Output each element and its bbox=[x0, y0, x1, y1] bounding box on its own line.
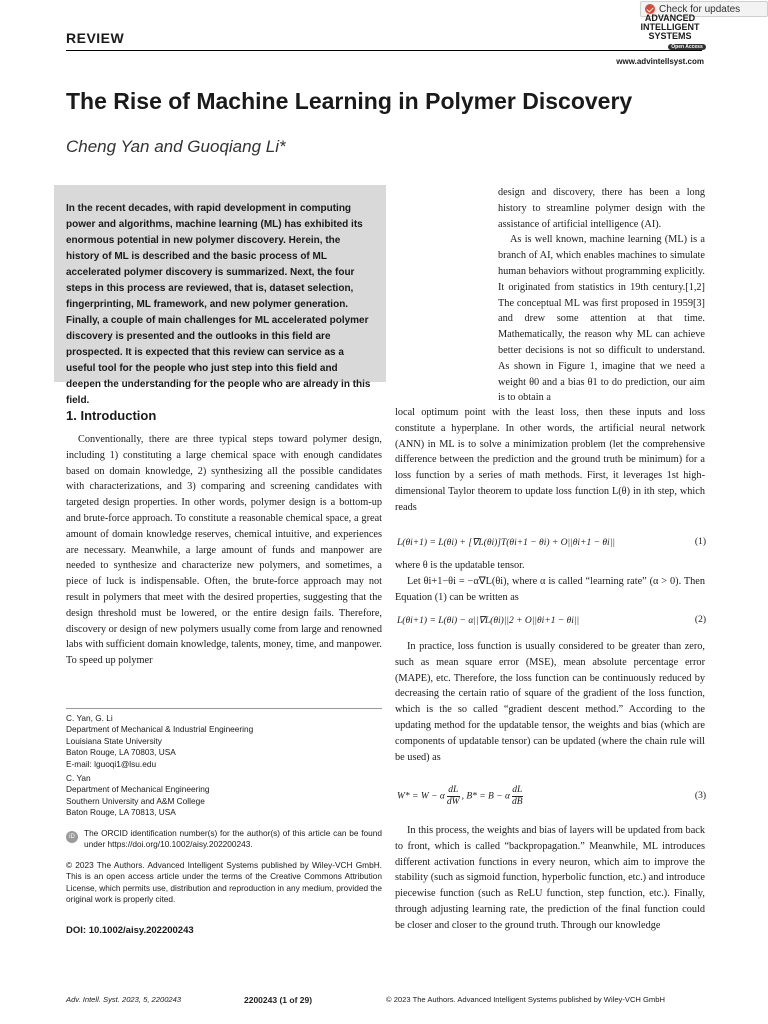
footer-copyright: © 2023 The Authors. Advanced Intelligent Systems published by Wiley-VCH GmbH bbox=[386, 995, 665, 1004]
equation-1 bbox=[397, 537, 706, 548]
journal-logo bbox=[630, 14, 710, 50]
header-divider bbox=[66, 50, 702, 51]
paragraph: In practice, loss function is usually considered to be greater than zero, such as mean square error (MSE), mean absolute percentage error (MAPE), etc. Therefore, the loss function can be continuously reduced by decreasing the certain ratio of square of the gradient of the loss function, which is the so called “gradient descent method.” According to the updating method for the updatable tensor, the weights and bias (which are components of updatable tensor) can be updated (where the chain rule will be used) as bbox=[395, 641, 705, 763]
paragraph: local optimum point with the least loss, then these inputs and loss constitute a hyperplane. In other words, the artificial neural network (ANN) in ML is to solve a minimization problem (let the comprehensive difference between the prediction and the ground truth be minimum) for a loss function by a series of math methods. First, it leverages 1st high-dimensional Taylor theorem to update loss function L(θ) in ith step, which reads bbox=[395, 407, 705, 513]
affiliation-line: Baton Rouge, LA 70803, USA bbox=[66, 747, 176, 758]
fraction-numerator: dL bbox=[448, 785, 459, 795]
article-title: The Rise of Machine Learning in Polymer Discovery bbox=[66, 88, 633, 114]
section-label: REVIEW bbox=[66, 30, 125, 46]
intro-text: Conventionally, there are three typical steps toward polymer design, including 1) constituting a large chemical space with enough candidates based on domain knowledge, 2) synthesizing all the possible candidates with characterizations, and 3) comparing and screening candidates with targeted design properties. In other words, polymer design is a bottom-up and brute-force approach. To constitute a reasonable chemical space, a great amount of domain knowledge reserves, chemical intuitive, and experiences are necessary. Meanwhile, a large amount of funds and manpower are needed to synthesize and characterize new polymers, and sometimes, a piece of luck is indispensable. Often, the brute-force approach may not result in polymers that meet with the desired properties, suggesting that the design threshold must be lowered, or the entire design fails. Therefore, discovery or design of new polymers usually come from large and renowned labs with sufficient domain knowledge, talents, money, time, and manpower. To speed up polymer bbox=[66, 434, 382, 667]
article-authors: Cheng Yan and Guoqiang Li* bbox=[66, 137, 286, 156]
affiliation-email-link[interactable]: E-mail: lguoqi1@lsu.edu bbox=[66, 758, 157, 769]
equation-1-number: (1) bbox=[694, 537, 706, 547]
affiliation-line: Department of Mechanical & Industrial Engineering bbox=[66, 724, 254, 735]
fraction-numerator: dL bbox=[512, 785, 523, 795]
right-column-top bbox=[498, 185, 705, 406]
doi-link[interactable]: DOI: 10.1002/aisy.202200243 bbox=[66, 925, 194, 936]
affiliation-line: C. Yan, G. Li bbox=[66, 713, 113, 723]
affiliation-divider bbox=[66, 708, 382, 709]
intro-paragraph bbox=[66, 432, 382, 669]
equation-2-text: L(θi+1) = L(θi) − α||∇L(θi)||2 + O||θi+1 − θi|| bbox=[397, 616, 580, 626]
where-paragraph bbox=[395, 558, 705, 605]
section-heading-introduction: 1. Introduction bbox=[66, 408, 157, 423]
equation-2 bbox=[397, 615, 706, 626]
affiliation-line: C. Yan bbox=[66, 773, 91, 783]
paragraph: In this process, the weights and bias of layers will be updated from back to front, which is called “backpropagation.” Meanwhile, ML introduces different activation functions in every neuron, which aim to improve the stability (such as sigmoid function, hyperbolic function, etc.) and introduce piecewise function (such as ReLU function, step function, etc.). Finally, through adjusting learning rate, the prediction of the final function could be closer and closer to the ground truth. Through our knowledge bbox=[395, 825, 705, 931]
abstract-text: In the recent decades, with rapid development in computing power and algorithms, machine learning (ML) has exhibited its enormous potential in new polymer discovery. Herein, the history of ML is described and the basic process of ML accelerated polymer discovery is summarized. Next, the four steps in this process are reviewed, that is, dataset selection, fingerprinting, ML framework, and new polymer generation. Finally, a couple of main challenges for ML accelerated polymer discovery is presented and the outlooks in this field are prospected. It is expected that this review can service as a useful tool for the people who just step into this field and deepen the understanding for the people who are already in this field. bbox=[66, 203, 371, 406]
open-access-badge: Open Access bbox=[668, 44, 706, 50]
affiliation-line: Southern University and A&M College bbox=[66, 795, 205, 806]
paragraph: where θ is the updatable tensor. bbox=[395, 560, 525, 571]
equation-3 bbox=[397, 785, 706, 808]
journal-website-link[interactable]: www.advintellsyst.com bbox=[616, 57, 704, 66]
equation-3-part: , B* = B − α bbox=[461, 791, 510, 802]
footer-page-number: 2200243 (1 of 29) bbox=[244, 995, 313, 1005]
paragraph: Let θi+1−θi = −α∇L(θi), where α is called “learning rate” (α > 0). Then Equation (1) can be written as bbox=[395, 575, 705, 603]
footer-journal: Adv. Intell. Syst. 2023, 5, 2200243 bbox=[66, 995, 182, 1004]
affiliation-block-2 bbox=[66, 773, 382, 819]
paragraph: As is well known, machine learning (ML) is a branch of AI, which enables machines to simulate human behaviors without programming explicitly. It originated from statistics in 19th century.[1,2] The conceptual ML was first proposed in 1959[3] and drew some attention at that time. Mathematically, the reason why ML can achieve better decisions is not so difficult to understand. As shown in Figure 1, imagine that we need a weight θ0 and a bias θ1 to do prediction, our aim is to obtain a bbox=[498, 234, 705, 404]
logo-line-1: ADVANCED bbox=[644, 13, 696, 23]
equation-3-number: (3) bbox=[694, 791, 706, 801]
equation-3-part: W* = W − α bbox=[397, 791, 445, 802]
paragraph: design and discovery, there has been a long history to streamline polymer design with the assistance of artificial intelligence (AI). bbox=[498, 187, 705, 230]
affiliation-line: Louisiana State University bbox=[66, 735, 162, 746]
logo-line-2: INTELLIGENT bbox=[640, 22, 700, 32]
affiliation-block-1 bbox=[66, 713, 382, 770]
orcid-note[interactable]: The ORCID identification number(s) for the author(s) of this article can be found under https://doi.org/10.1002/aisy.202200243. bbox=[84, 828, 382, 850]
fraction-denominator: dW bbox=[446, 797, 460, 807]
equation-1-text: L(θi+1) = L(θi) + [∇L(θi)]T(θi+1 − θi) + O||θi+1 − θi|| bbox=[397, 538, 615, 548]
logo-line-3: SYSTEMS bbox=[648, 31, 692, 41]
affiliation-line: Baton Rouge, LA 70813, USA bbox=[66, 807, 176, 818]
fraction bbox=[447, 785, 460, 808]
license-note: © 2023 The Authors. Advanced Intelligent Systems published by Wiley-VCH GmbH. This is an open access article under the terms of the Creative Commons Attribution License, which permits use, distribution and reproduction in any medium, provided the original work is properly cited. bbox=[66, 860, 382, 905]
check-updates-label: Check for updates bbox=[659, 4, 741, 15]
equation-2-number: (2) bbox=[694, 615, 706, 625]
fraction bbox=[512, 785, 523, 808]
orcid-icon: iD bbox=[66, 831, 78, 843]
fraction-denominator: dB bbox=[511, 797, 523, 807]
abstract-box bbox=[54, 185, 386, 406]
affiliation-line: Department of Mechanical Engineering bbox=[66, 784, 210, 795]
